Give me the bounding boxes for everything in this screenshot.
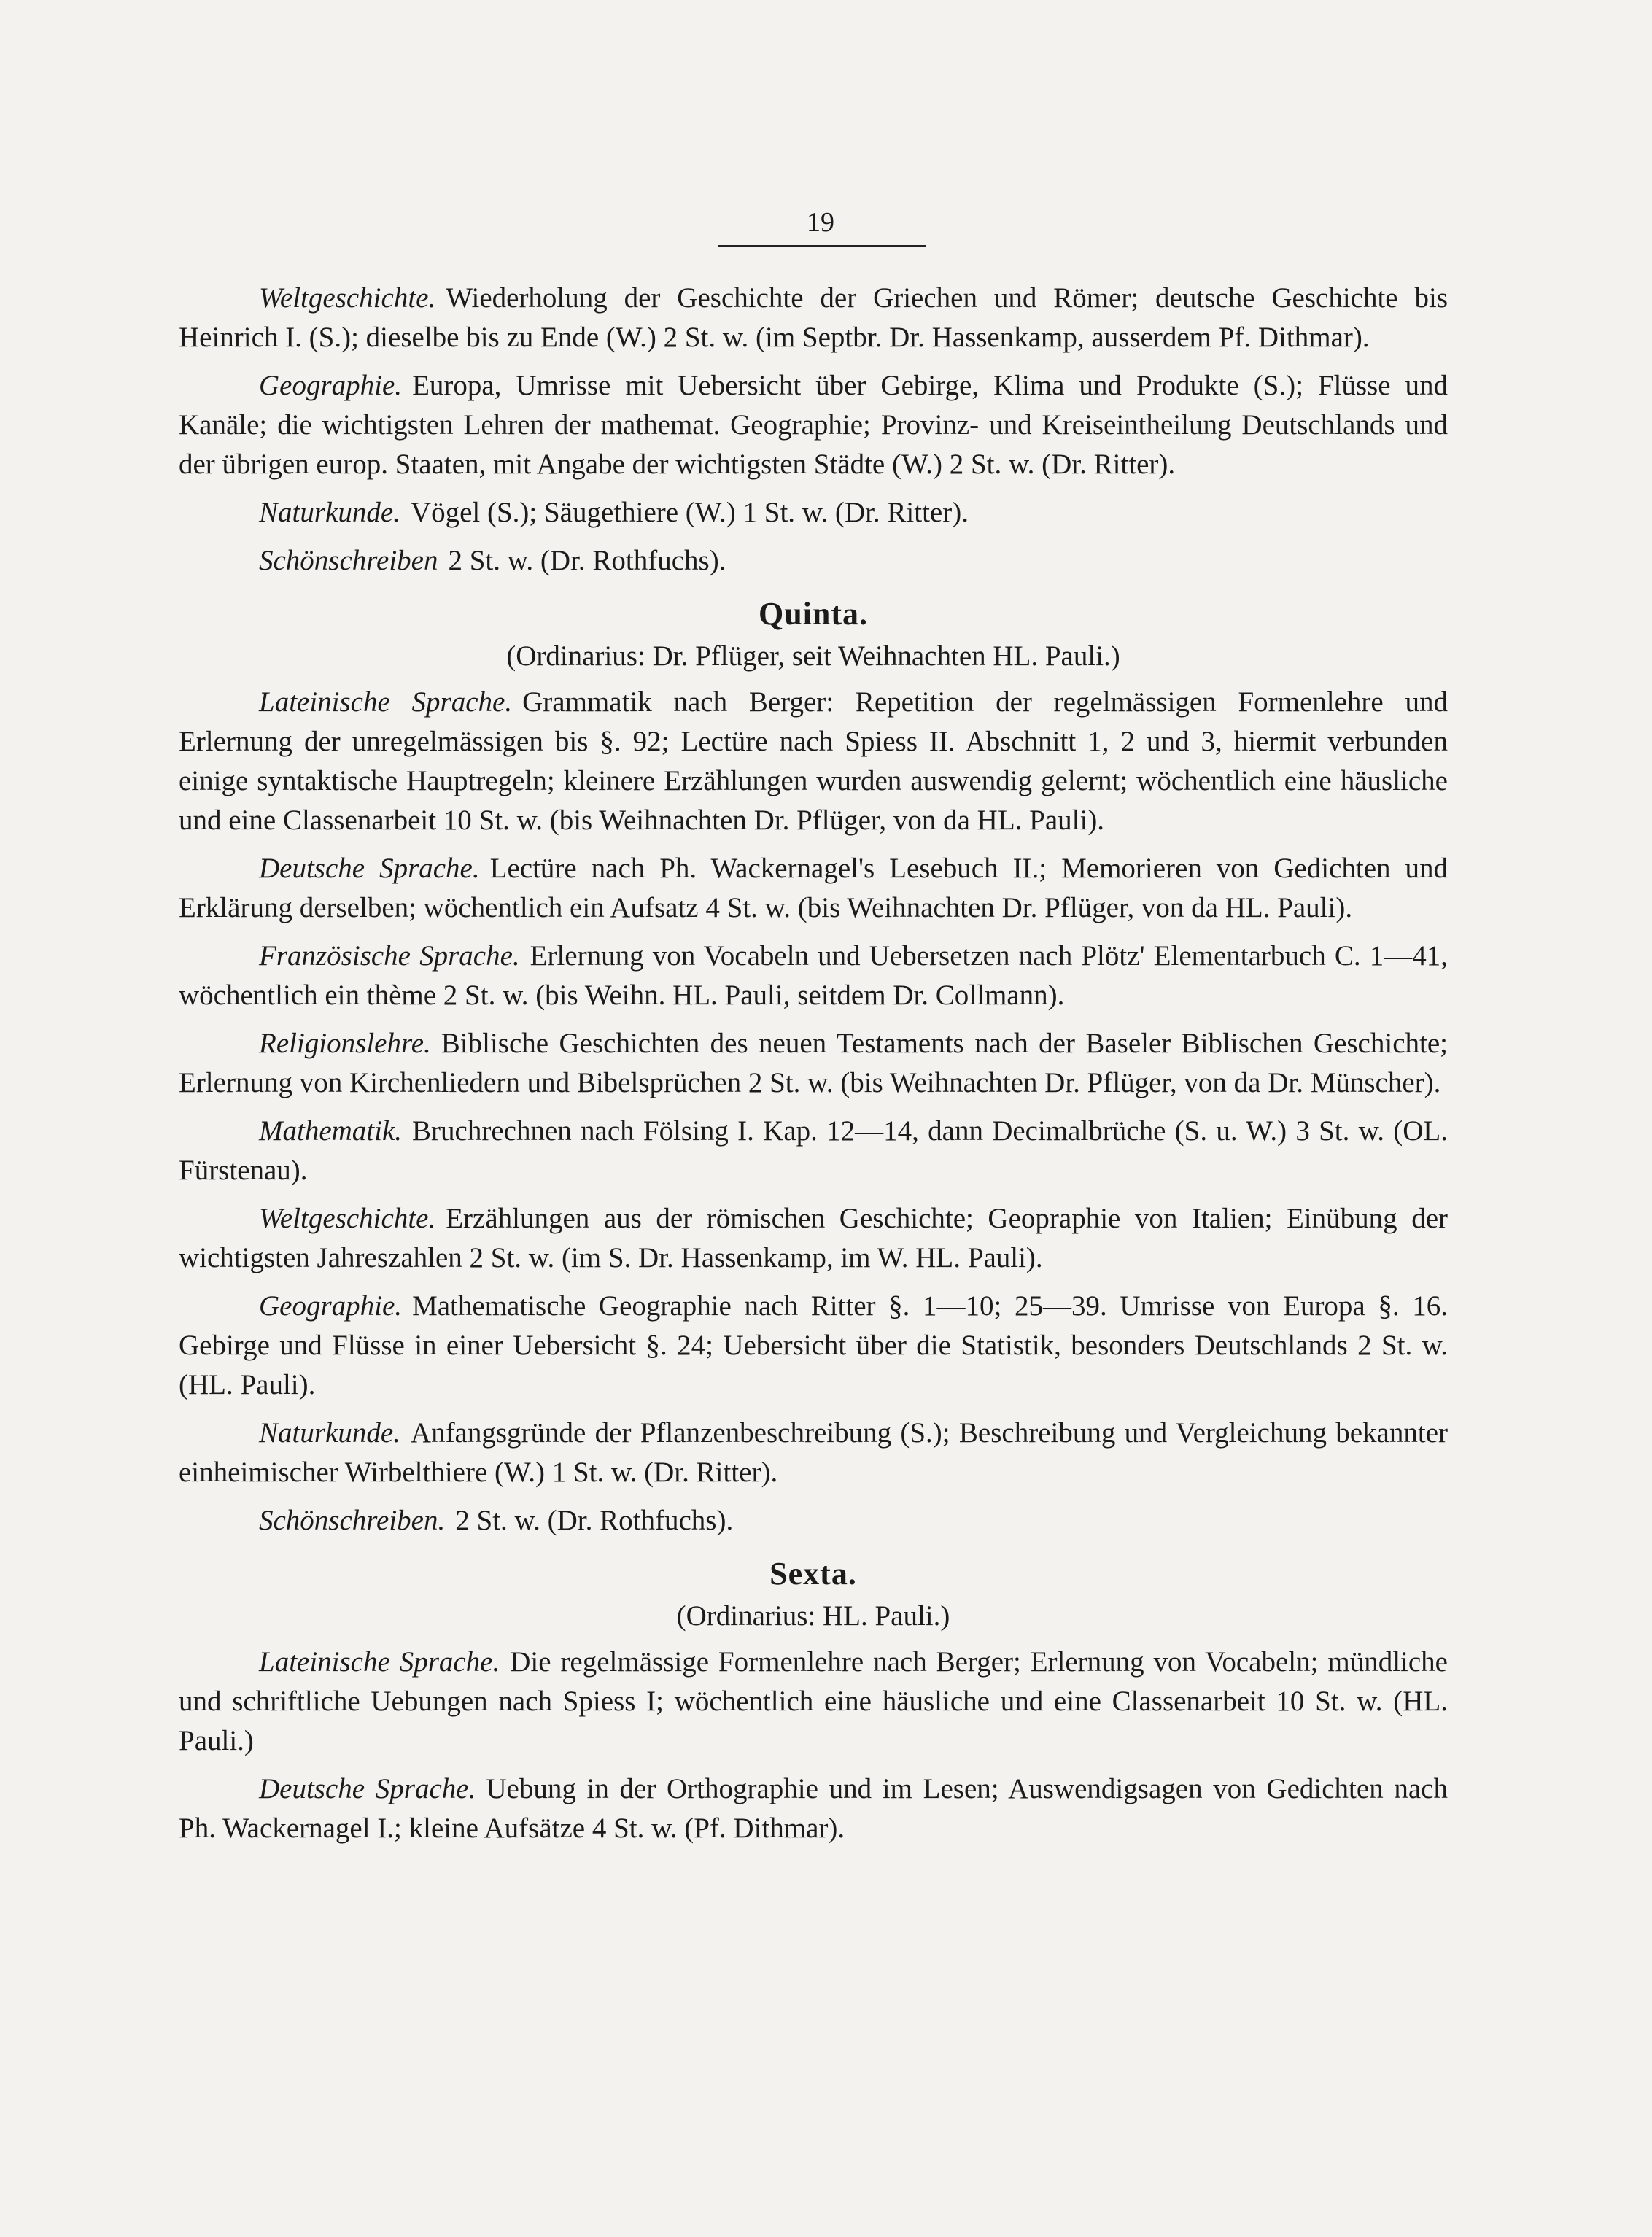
paragraph — [179, 279, 1448, 357]
paragraph-text: Erzählungen aus der römischen Geschichte; Geopraphie von Italien; Einübung der wichtigsten Jahreszahlen 2 St. w. (im S. Dr. Hassenkamp, im W. HL. Pauli). — [179, 1203, 1448, 1273]
paragraph — [179, 683, 1448, 840]
paragraph — [179, 1024, 1448, 1103]
paragraph — [179, 849, 1448, 928]
paragraph — [179, 1199, 1448, 1278]
subject-label: Deutsche Sprache. — [259, 853, 480, 884]
paragraph-text: 2 St. w. (Dr. Rothfuchs). — [448, 545, 726, 576]
paragraph-text: Anfangsgründe der Pflanzenbeschreibung (S.); Beschreibung und Vergleichung bekannter einheimischer Wirbelthiere (W.) 1 St. w. (Dr. Ritter). — [179, 1417, 1448, 1488]
subject-label: Mathematik. — [259, 1115, 403, 1147]
section-previous-class — [179, 279, 1448, 581]
page-number: 19 — [807, 207, 834, 238]
subject-label: Lateinische Sprache. — [259, 686, 513, 718]
section-quinta — [179, 592, 1448, 1540]
paragraph-text: 2 St. w. (Dr. Rothfuchs). — [455, 1505, 734, 1536]
paragraph-text: Bruchrechnen nach Fölsing I. Kap. 12—14, dann Decimalbrüche (S. u. W.) 3 St. w. (OL. Fürstenau). — [179, 1115, 1448, 1186]
paragraph-text: Wiederholung der Geschichte der Griechen und Römer; deutsche Geschichte bis Heinrich I. (S.); dieselbe bis zu Ende (W.) 2 St. w. (im Septbr. Dr. Hassenkamp, ausserdem Pf. Dithmar). — [179, 282, 1448, 353]
paragraph-text: Grammatik nach Berger: Repetition der regelmässigen Formenlehre und Erlernung der unregelmässigen bis §. 92; Lectüre nach Spiess II. Abschnitt 1, 2 und 3, hiermit verbunden einige syntaktische Hauptregeln; kleinere Erzählungen wurden auswendig gelernt; wöchentlich eine häusliche und eine Classenarbeit 10 St. w. (bis Weihnachten Dr. Pflüger, von da HL. Pauli). — [179, 686, 1448, 836]
paragraph — [179, 541, 1448, 581]
paragraph — [179, 493, 1448, 532]
subject-label: Lateinische Sprache. — [259, 1646, 500, 1678]
subject-label: Französische Sprache. — [259, 940, 520, 972]
subject-label: Schönschreiben — [259, 545, 438, 576]
subject-label: Weltgeschichte. — [259, 282, 436, 314]
paragraph — [179, 1414, 1448, 1492]
class-title: Sexta. — [769, 1556, 857, 1592]
paragraph-text: Erlernung von Vocabeln und Uebersetzen nach Plötz' Elementarbuch C. 1—41, wöchentlich ein thème 2 St. w. (bis Weihn. HL. Pauli, seitdem Dr. Collmann). — [179, 940, 1448, 1011]
paragraph — [179, 1501, 1448, 1540]
paragraph — [179, 1112, 1448, 1190]
paragraph-text: Vögel (S.); Säugethiere (W.) 1 St. w. (Dr. Ritter). — [410, 497, 969, 528]
paragraph — [179, 1287, 1448, 1405]
paragraph-text: Europa, Umrisse mit Uebersicht über Gebirge, Klima und Produkte (S.); Flüsse und Kanäle; die wichtigsten Lehren der mathemat. Geographie; Provinz- und Kreiseintheilung Deutschlands und der übrigen europ. Staaten, mit Angabe der wichtigsten Städte (W.) 2 St. w. (Dr. Ritter). — [179, 370, 1448, 480]
paragraph — [179, 1643, 1448, 1761]
page-number-rule — [718, 245, 926, 247]
paragraph-text: Biblische Geschichten des neuen Testaments nach der Baseler Biblischen Geschichte; Erlernung von Kirchenliedern und Bibelsprüchen 2 St. w. (bis Weihnachten Dr. Pflüger, von da Dr. Münscher). — [179, 1028, 1448, 1098]
paragraph-text: Die regelmässige Formenlehre nach Berger; Erlernung von Vocabeln; mündliche und schriftliche Uebungen nach Spiess I; wöchentlich eine häusliche und eine Classenarbeit 10 St. w. (HL. Pauli.) — [179, 1646, 1448, 1756]
ordinarius-line: (Ordinarius: Dr. Pflüger, seit Weihnachten HL. Pauli.) — [506, 640, 1120, 672]
subject-label: Naturkunde. — [259, 1417, 400, 1449]
paragraph — [179, 1769, 1448, 1848]
subject-label: Schönschreiben. — [259, 1505, 446, 1536]
page-content — [179, 279, 1448, 1857]
paragraph — [179, 366, 1448, 484]
ordinarius-line: (Ordinarius: HL. Pauli.) — [676, 1600, 950, 1632]
subject-label: Geographie. — [259, 1290, 403, 1322]
subject-label: Geographie. — [259, 370, 403, 401]
paragraph — [179, 937, 1448, 1015]
paragraph-text: Uebung in der Orthographie und im Lesen; Auswendigsagen von Gedichten nach Ph. Wackernagel I.; kleine Aufsätze 4 St. w. (Pf. Dithmar). — [179, 1773, 1448, 1844]
paragraph-text: Mathematische Geographie nach Ritter §. 1—10; 25—39. Umrisse von Europa §. 16. Gebirge und Flüsse in einer Uebersicht §. 24; Uebersicht über die Statistik, besonders Deutschlands 2 St. w. (HL. Pauli). — [179, 1290, 1448, 1400]
subject-label: Naturkunde. — [259, 497, 400, 528]
subject-label: Weltgeschichte. — [259, 1203, 436, 1234]
subject-label: Religionslehre. — [259, 1028, 431, 1059]
paragraph-text: Lectüre nach Ph. Wackernagel's Lesebuch II.; Memorieren von Gedichten und Erklärung derselben; wöchentlich ein Aufsatz 4 St. w. (bis Weihnachten Dr. Pflüger, von da HL. Pauli). — [179, 853, 1448, 923]
section-sexta — [179, 1552, 1448, 1848]
subject-label: Deutsche Sprache. — [259, 1773, 476, 1804]
class-title: Quinta. — [758, 596, 869, 632]
